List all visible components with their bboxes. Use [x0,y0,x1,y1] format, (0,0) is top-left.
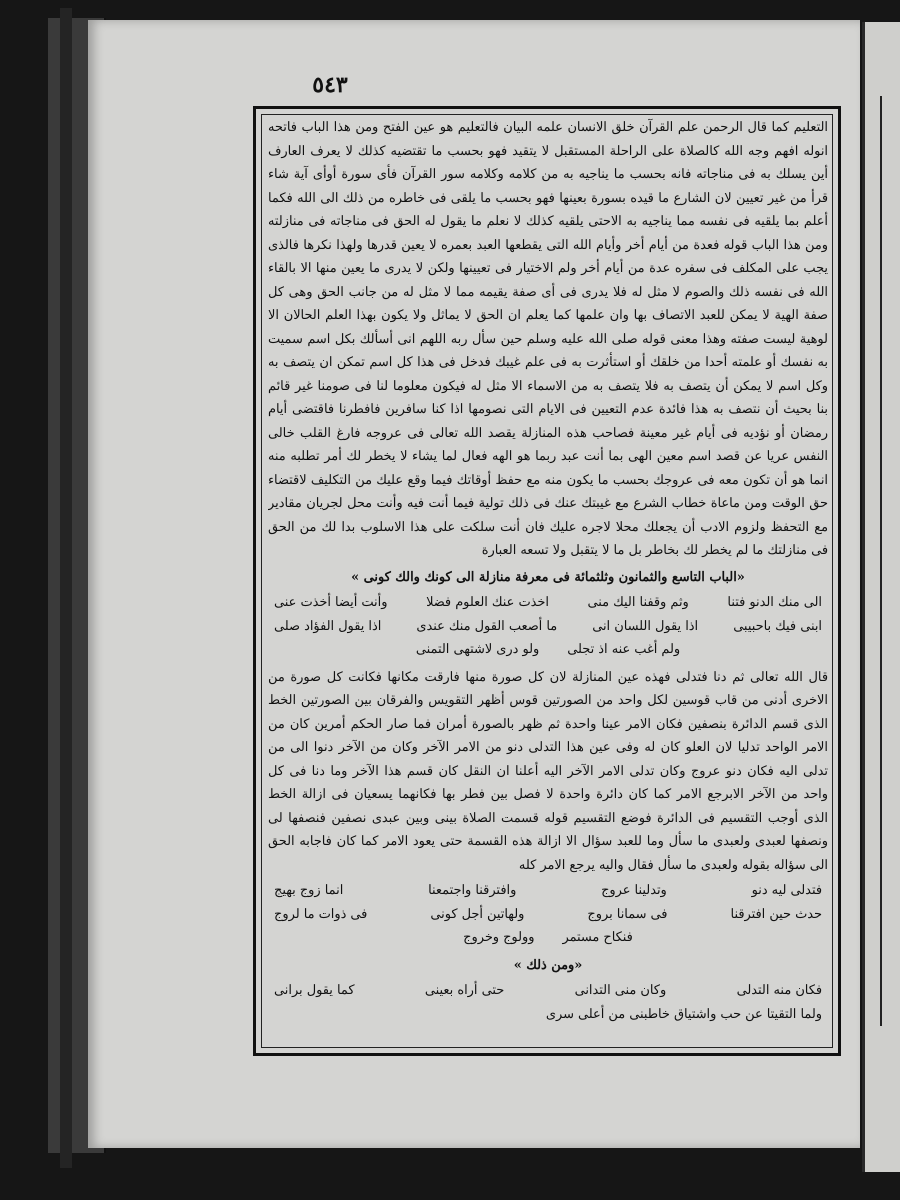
hemistich: حدث حين افترقنا [730,906,822,922]
page-number: ٥٤٣ [312,72,348,98]
hemistich: ولو درى لاشتهى التمنى [415,642,540,657]
poem-line [268,979,828,1003]
hemistich: حتى أراه بعينى [424,983,505,998]
hemistich: وأنت أيضا أخذت عنى [274,595,388,610]
hemistich: فنكاح مستمر [562,930,633,945]
poem-line [268,615,828,639]
hemistich: ابنى فيك باحبيبى [733,618,822,634]
hemistich: وكان منى التدانى [574,983,667,998]
poem-line [268,903,828,927]
hemistich: اخذت عنك العلوم فضلا [426,595,549,610]
hemistich: وتدلينا عروج [601,883,667,898]
paragraph: التعليم كما قال الرحمن علم القرآن خلق الانسان علمه البيان فالتعليم هو عين الفتح ومن هذا الباب فاتحه انوله افهم وجه الله كالصلاة على الراحلة المستقبل لا يتقيد فهو بحسب ما تقتضيه كذلك لا يعرف العارف أين يسلك به فى مناجاته فانه بحسب ما يناجيه به من كلامه وكلامه سور القرآن فأى سورة أوأى آية شاء قرأ من غير تعيين لان الشارع ما قيده بسورة بعينها فهو بحسب ما يلقى فى خاطره من ذلك الى الله فكما أعلم بما يلقيه فى نفسه مما يناجيه به الاحتى يلقيه كذلك لا نعلم ما يقول له الحق فى مناجاته فى منازلته ومن هذا الباب قوله فعدة من أيام أخر وأيام الله التى يقطعها العبد بعمره لا يعين قدرها ولهذا نكرها فالذى يجب على المكلف فى سفره عدة من أيام أخر ولم الاختيار فى تعيينها ولكن لا يدرى ما يعين منها الا بالقاء الله فى نفسه ذلك والصوم لا مثل له فلا يدرى فى أى صفة يقيمه مما لا مثل له من جانب الحق وهى كل صفة الهية لا يمكن للعبد الاتصاف بها وان علمها كما يعلم ان الحق لا يماثل ولا يكون بهذا العلم الحالان الا لوهية ليست صفته وهذا معنى قوله صلى الله عليه وسلم حين سأل ربه اللهم انى أسألك بكل اسم سميت به نفسك أو علمته أحدا من خلقك أو استأثرت به فى علم غيبك فدخل فى هذا كل اسم تمكن ان يتصف به وكل اسم لا يمكن أن يتصف به فلا يتصف به من الاسماء الا مثل له فيكون معلوما لنا فى صومنا غير قائم بنا بحيث أن نتصف به هذا فائدة عدم التعيين فى الايام التى نصومها اذا كنا سافرين فافطرنا فاقتضى أيام رمضان أو نؤديه فى أيام غير معينة فصاحب هذه المنازلة يقصد الله تعالى فى عروجه فارغ القلب خالى النفس عريا عن قصد اسم معين الهى بما أنت عبد ربما هو الهه فعال لما يشاء لا يخطر لك أمر تطلبه منه انما هو أن تكون معه فى عروجك بحسب ما يكون منه مع حفظ أوقاتك فيما وقع عليك من التكليف لاقتضاء حق الوقت ومن ماعاة خطاب الشرع مع غيبتك عنك فى ذلك تولية فيما أنت فيه وأنت محل لجريان مقادير مع التحفظ ولزوم الادب أن يجعلك محلا لاجره عليك فان أنت سلكت على هذا الاسلوب بدا لك من الحق فى منازلتك ما لم يخطر لك بخاطر بل ما لا يتقبل ولا تسعه العبارة [268,120,828,558]
hemistich: وافترقنا واجتمعنا [428,883,517,898]
poem-line [268,926,828,950]
poem-line [268,1003,828,1027]
poem-line [268,879,828,903]
hemistich: فى سمانا بروج [587,906,668,922]
chapter-heading: « الباب التاسع والثمانون وثلثمائة فى معرفة منازلة الى كونك والك كونى » [268,566,828,590]
hemistich: ولهاتين أجل كونى [430,906,525,922]
hemistich: وثم وقفنا اليك منى [587,595,689,610]
facing-page-frame [880,96,886,1026]
paragraph: قال الله تعالى ثم دنا فتدلى فهذه عين المنازلة لان كل صورة منها فارقت مكانها فكانت كل صورة من الاخرى أدنى من قاب قوسين لكل واحد من الصورتين قوس أظهر التقويس والفرقان بين الصورتين الخط الذى قسم الدائرة بنصفين فكان الامر عينا واحدة ثم ظهر بالصورة أمران فما صار الحكم أمرين كان من الامر الواحد تدليا لان العلو كان له وفى عين هذا التدلى دنو من الامر الآخر وكان من الآخر دنوا الى من تدلى اليه فكان دنو عروج وكان تدلى الامر الآخر اليه أعلنا ان النقل كان قسم هذا الآخر وما دنا فى كل واحد من الآخر الابرجع الامر كما كان دائرة واحدة لا فصل بين فطر بها فكانهما يسعيان فى ازالة الخط الذى أوجب التقسيم فى الدائرة فوضع التقسيم قوله قسمت الصلاة بينى وبين عبدى نصفين فنصفها لى ونصفها لعبدى ولعبدى ما سأل وما للعبد سؤال الا ازالة هذه القسمة حتى يعود الامر كما كان فاجابه الحق الى سؤاله بقوله ولعبدى ما سأل فقال واليه يرجع الامر كله [268,669,828,873]
hemistich: اذا يقول الفؤاد صلى [274,618,382,634]
hemistich: كما يقول برانى [274,983,355,998]
poem-line [268,638,828,662]
poem [268,591,828,662]
prose-line: ولما التقيتا عن حب واشتياق خاطبنى من أعلى سرى [545,1006,822,1022]
poem-line [268,591,828,615]
hemistich: فتدلى ليه دنو [751,883,822,898]
hemistich: فكان منه التدلى [736,983,822,998]
poem [268,979,828,1026]
hemistich: ولم أغب عنه اذ تجلى [567,642,681,657]
hemistich: فى ذوات ما لروج [274,906,368,922]
section-subheading: « ومن ذلك » [268,954,828,978]
poem [268,879,828,950]
hemistich: ما أصعب القول منك عندى [416,618,558,634]
hemistich: انما زوج بهيج [274,883,344,898]
hemistich: اذا يقول اللسان انى [592,618,699,634]
book-spine [60,8,72,1168]
hemistich: وولوج وخروج [463,930,535,945]
hemistich: الى منك الدنو فتنا [727,595,822,610]
page-text [268,116,828,1046]
